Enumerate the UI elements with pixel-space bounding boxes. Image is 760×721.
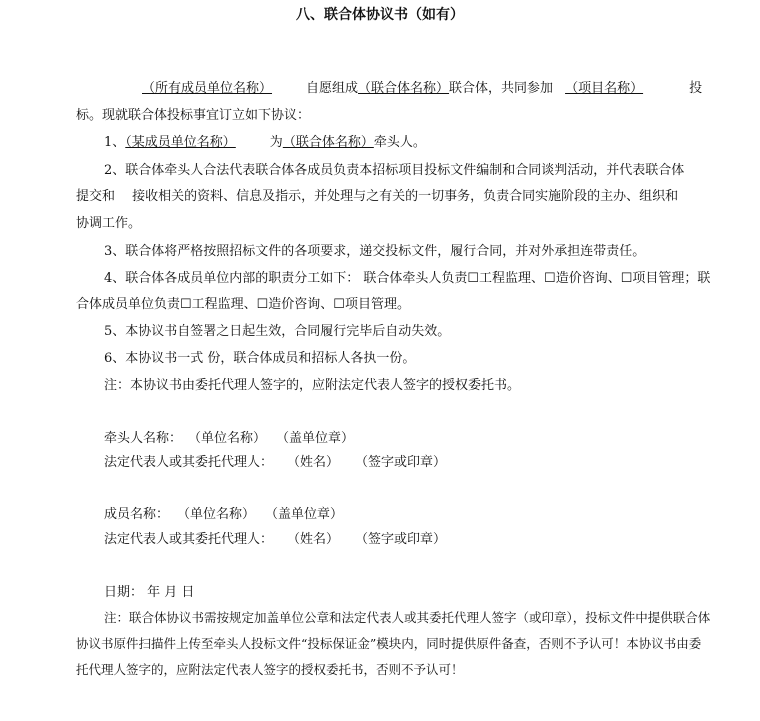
lead-rep-row bbox=[104, 455, 446, 471]
lead-seal: （盖单位章） bbox=[276, 431, 355, 446]
note-1: 注：本协议书由委托代理人签字的，应附法定代表人签字的授权委托书。 bbox=[104, 378, 521, 393]
blank-consortium-name-2: （联合体名称） bbox=[282, 135, 374, 150]
member-rep-sign: （签字或印章） bbox=[355, 532, 447, 547]
member-row bbox=[104, 507, 343, 523]
lead-party-row bbox=[104, 431, 354, 447]
item-2-line-1: 2、联合体牵头人合法代表联合体各成员负责本招标项目投标文件编制和合同谈判活动，并代表联合体 bbox=[104, 163, 685, 178]
item-3: 3、联合体将严格按照招标文件的各项要求，递交投标文件，履行合同，并对外承担连带责任。 bbox=[104, 244, 646, 259]
lead-rep-label: 法定代表人或其委托代理人： bbox=[104, 455, 274, 470]
item-6: 6、本协议书一式 份，联合体成员和招标人各执一份。 bbox=[104, 351, 416, 366]
intro-line-1 bbox=[104, 81, 702, 97]
lead-rep-name: （姓名） bbox=[287, 455, 340, 470]
note-2-line-1: 注：联合体协议书需按规定加盖单位公章和法定代表人或其委托代理人签字（或印章），投标文件中提供联合体 bbox=[104, 610, 711, 625]
item-2-line-2: 提交和 接收相关的资料、信息及指示，并处理与之有关的一切事务，负责合同实施阶段的主办、组织和 bbox=[76, 189, 679, 204]
member-rep-name: （姓名） bbox=[287, 532, 340, 547]
lead-unit-name: （单位名称） bbox=[188, 431, 267, 446]
intro-text-1: 自愿组成 bbox=[306, 81, 359, 96]
date-line: 日期： 年 月 日 bbox=[104, 585, 195, 600]
document-title: 八、联合体协议书（如有） bbox=[296, 7, 464, 23]
intro-text-2: 联合体，共同参加 bbox=[449, 81, 554, 96]
member-unit-name: （单位名称） bbox=[177, 507, 256, 522]
blank-member-name: （某成员单位名称） bbox=[125, 135, 236, 150]
intro-line-2: 标。现就联合体投标事宜订立如下协议： bbox=[76, 108, 311, 123]
lead-rep-sign: （签字或印章） bbox=[355, 455, 447, 470]
note-2-line-2: 协议书原件扫描件上传至牵头人投标文件“投标保证金”模块内，同时提供原件备查，否则不予认可！本协议书由委 bbox=[76, 636, 702, 651]
member-rep-row bbox=[104, 532, 446, 548]
item-5: 5、本协议书自签署之日起生效，合同履行完毕后自动失效。 bbox=[104, 324, 451, 339]
blank-project-name: （项目名称） bbox=[565, 81, 644, 96]
blank-all-members: （所有成员单位名称） bbox=[142, 81, 273, 96]
intro-text-3: 投 bbox=[689, 81, 703, 96]
member-label: 成员名称： bbox=[104, 507, 170, 522]
item-2-line-3: 协调工作。 bbox=[76, 216, 142, 231]
blank-consortium-name: （联合体名称） bbox=[358, 81, 450, 96]
member-rep-label: 法定代表人或其委托代理人： bbox=[104, 532, 274, 547]
member-seal: （盖单位章） bbox=[265, 507, 344, 522]
note-2-line-3: 托代理人签字的，应附法定代表人签字的授权委托书，否则不予认可！ bbox=[76, 662, 464, 677]
item-1: 1、（某成员单位名称） 为（联合体名称）牵头人。 bbox=[104, 135, 426, 150]
lead-party-label: 牵头人名称： bbox=[104, 431, 183, 446]
item-4-line-1: 4、联合体各成员单位内部的职责分工如下： 联合体牵头人负责☐工程监理、☐造价咨询、☐项目管理；联 bbox=[104, 271, 711, 286]
item-4-line-2: 合体成员单位负责☐工程监理、☐造价咨询、☐项目管理。 bbox=[76, 297, 410, 312]
